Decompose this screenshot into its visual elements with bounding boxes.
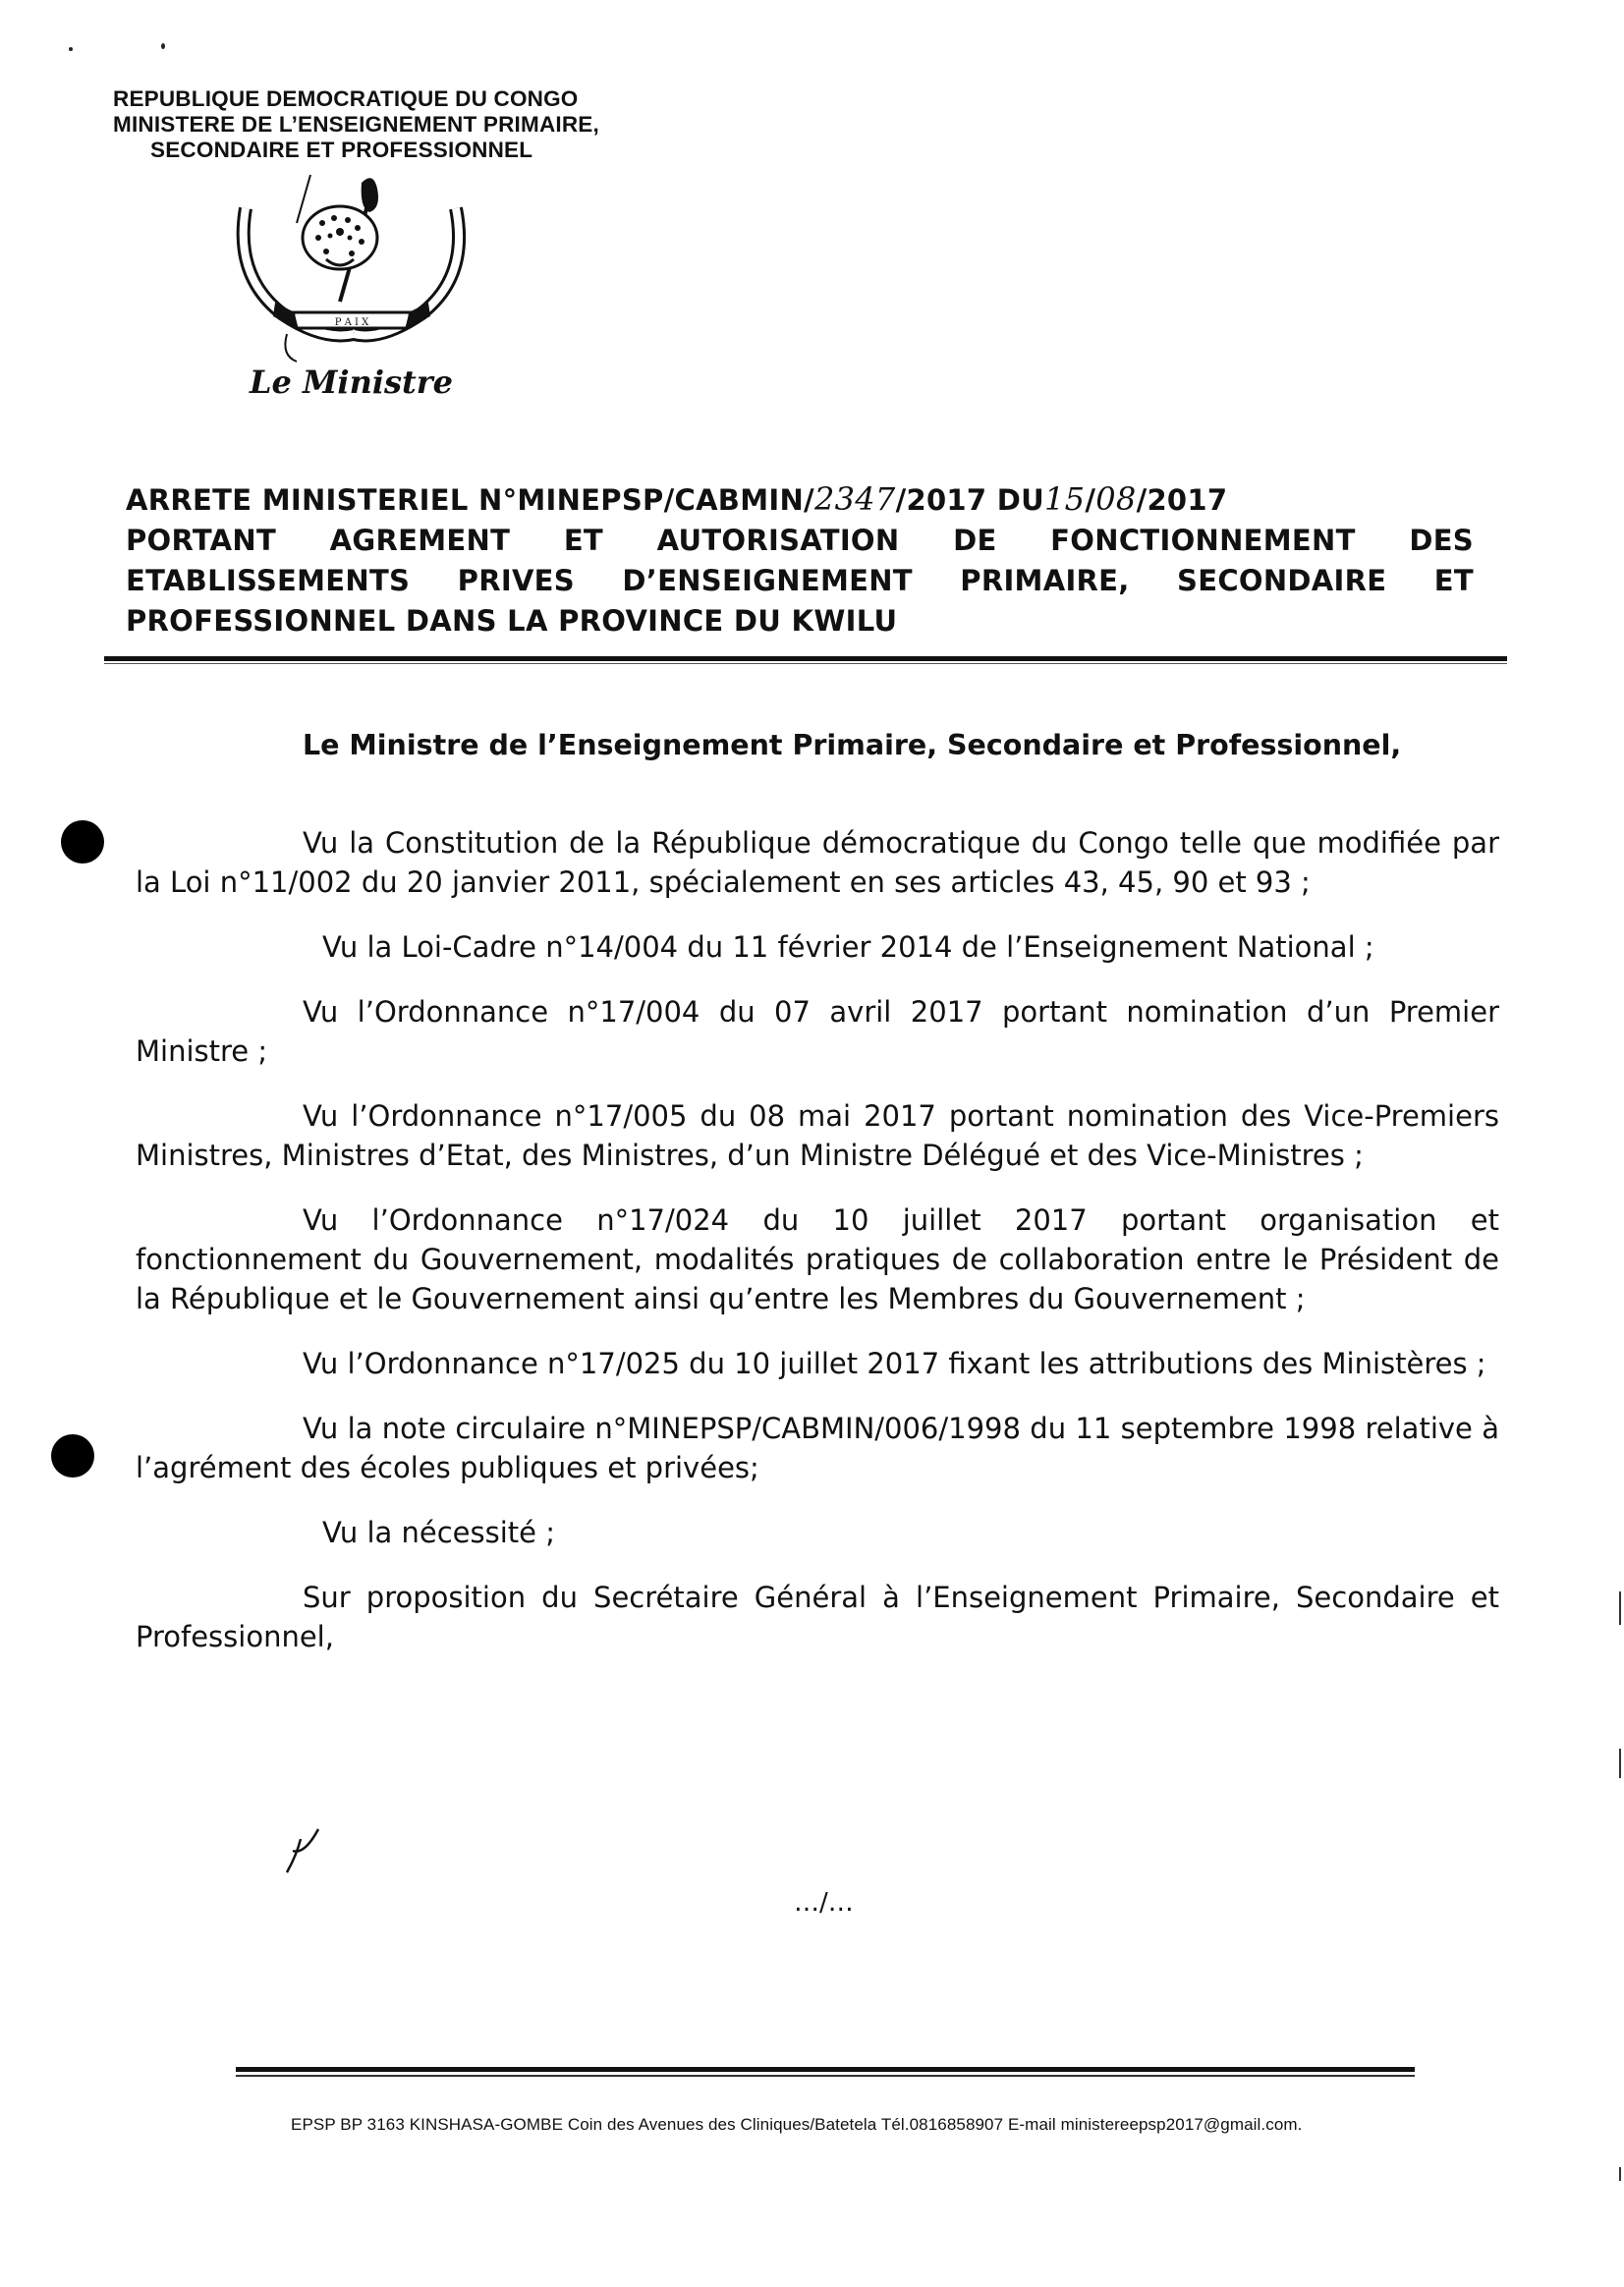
decree-title-line3: ETABLISSEMENTS PRIVES D’ENSEIGNEMENT PRIMAIRE, SECONDAIRE ET	[126, 564, 1474, 597]
preamble-paragraph: Vu l’Ordonnance n°17/025 du 10 juillet 2017 fixant les attributions des Ministères ;	[303, 1347, 1486, 1380]
scan-edge-mark	[1619, 2167, 1621, 2181]
preamble	[136, 823, 1499, 1682]
decree-month-handwritten: 08	[1095, 480, 1137, 518]
punch-hole-dot	[51, 1434, 94, 1478]
letterhead-country: REPUBLIQUE DEMOCRATIQUE DU CONGO	[113, 86, 579, 111]
letterhead	[113, 86, 722, 163]
preamble-paragraph: Vu la note circulaire n°MINEPSP/CABMIN/006/1998 du 11 septembre 1998 relative à l’agrément des écoles publiques et privées;	[136, 1412, 1499, 1484]
decree-title	[126, 479, 1474, 641]
page-continuation: …/…	[794, 1888, 854, 1918]
scan-edge-mark	[1619, 1591, 1621, 1625]
decree-number-line: ARRETE MINISTERIEL N°MINEPSP/CABMIN/2347/2017 DU15/08/2017	[126, 480, 1228, 518]
svg-text:P A I X: P A I X	[334, 317, 369, 328]
preamble-paragraph: Vu l’Ordonnance n°17/024 du 10 juillet 2017 portant organisation et fonctionnement du Gouvernement, modalités pratiques de collaboration entre le Président de la République et le Gouvernement ainsi qu’entre les Membres du Gouvernement ;	[136, 1203, 1499, 1315]
preamble-paragraph: Sur proposition du Secrétaire Général à l’Enseignement Primaire, Secondaire et Professionnel,	[136, 1581, 1499, 1653]
punch-hole-dot	[61, 820, 104, 864]
title-divider-thin	[104, 663, 1507, 664]
title-divider	[104, 656, 1507, 661]
letterhead-ministry: MINISTERE DE L’ENSEIGNEMENT PRIMAIRE,	[113, 112, 599, 137]
decree-prefix: ARRETE MINISTERIEL N°MINEPSP/CABMIN/	[126, 483, 814, 517]
scan-speck	[69, 47, 73, 51]
preamble-paragraph: Vu la Constitution de la République démocratique du Congo telle que modifiée par la Loi n°11/002 du 20 janvier 2011, spécialement en ses articles 43, 45, 90 et 93 ;	[136, 826, 1499, 899]
footer-divider	[236, 2067, 1415, 2072]
preamble-paragraph: Vu l’Ordonnance n°17/005 du 08 mai 2017 portant nomination des Vice-Premiers Ministres, Ministres d’Etat, des Ministres, d’un Ministre Délégué et des Vice-Ministres ;	[136, 1099, 1499, 1172]
decree-date-year: /2017	[1136, 483, 1228, 517]
decree-title-line4: PROFESSIONNEL DANS LA PROVINCE DU KWILU	[126, 604, 898, 638]
coat-of-arms-icon	[224, 169, 484, 375]
minister-signature: Le Ministre	[250, 363, 454, 401]
initials-mark-icon	[283, 1825, 324, 1876]
minister-heading: Le Ministre de l’Enseignement Primaire, Secondaire et Professionnel,	[303, 729, 1402, 761]
decree-day-handwritten: 15	[1044, 480, 1086, 518]
preamble-paragraph: Vu la Loi-Cadre n°14/004 du 11 février 2014 de l’Enseignement National ;	[322, 930, 1374, 964]
decree-number-handwritten: 2347	[813, 480, 896, 518]
decree-title-line2: PORTANT AGREMENT ET AUTORISATION DE FONCTIONNEMENT DES	[126, 524, 1474, 557]
footer-address: EPSP BP 3163 KINSHASA-GOMBE Coin des Avenues des Cliniques/Batetela Tél.0816858907 E-mail ministereepsp2017@gmail.com.	[291, 2115, 1303, 2134]
scan-edge-mark	[1619, 1749, 1621, 1778]
letterhead-ministry-cont: SECONDAIRE ET PROFESSIONNEL	[150, 138, 533, 162]
decree-year-part: /2017 DU	[895, 483, 1044, 517]
preamble-paragraph: Vu l’Ordonnance n°17/004 du 07 avril 2017 portant nomination d’un Premier Ministre ;	[136, 995, 1499, 1068]
scan-speck	[161, 43, 165, 49]
footer-divider-thin	[236, 2075, 1415, 2077]
preamble-paragraph: Vu la nécessité ;	[322, 1516, 555, 1549]
